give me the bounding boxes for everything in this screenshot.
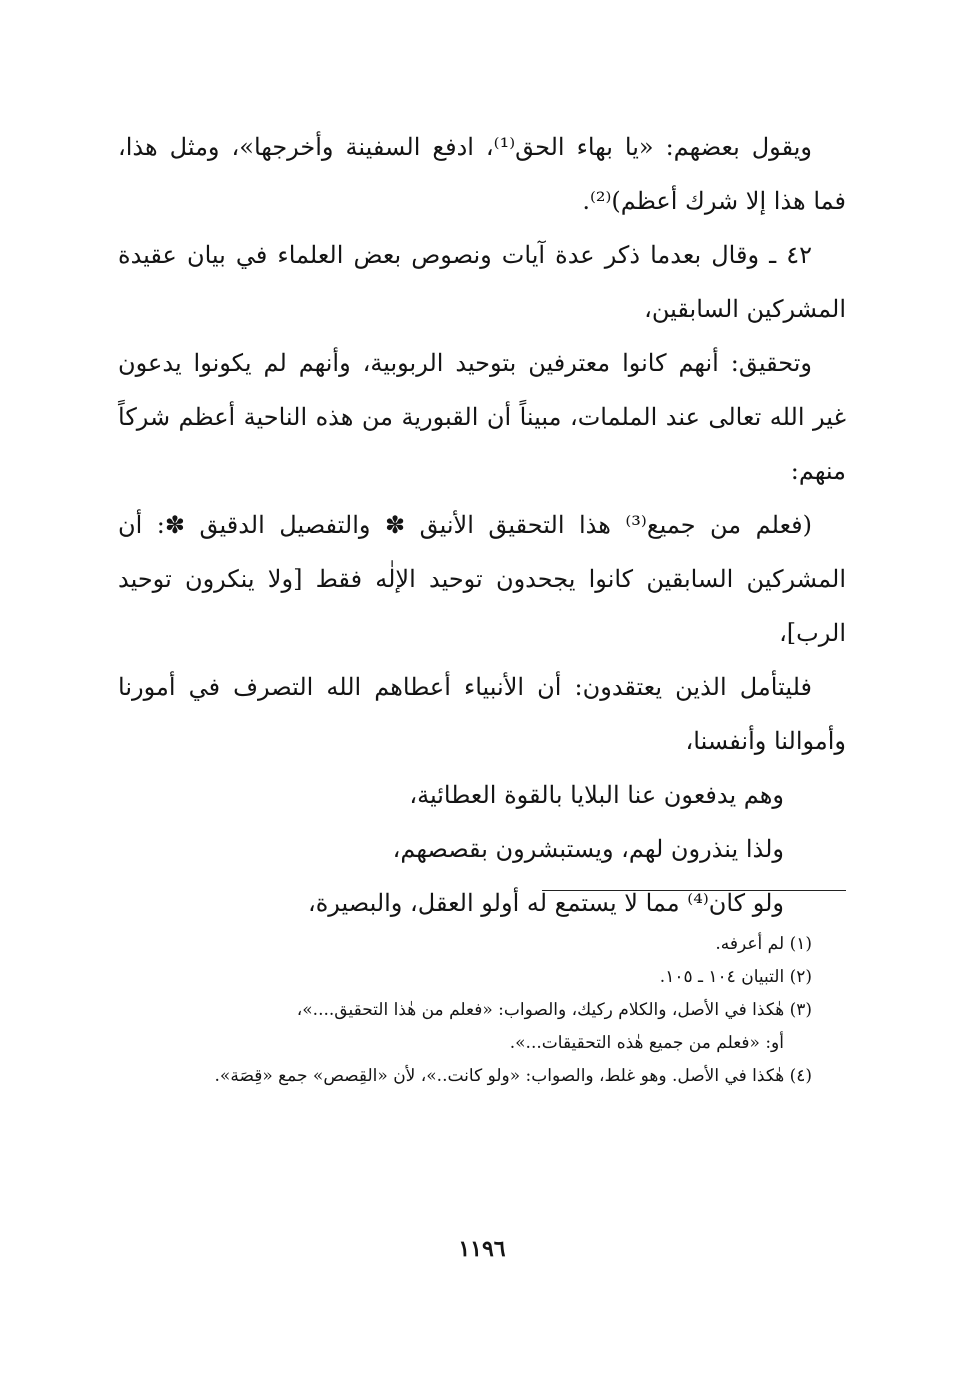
verse-line-2: ولذا ينذرون لهم، ويستبشرون بقصصهم،: [392, 835, 784, 863]
paragraph-5: فليتأمل الذين يعتقدون: أن الأنبياء أعطاهم الله التصرف في أمورنا وأموالنا وأنفسنا،: [118, 673, 846, 755]
verse-line-3: ولو كان⁽⁴⁾ مما لا يستمع له أولو العقل، والبصيرة،: [307, 889, 784, 917]
main-text: [118, 120, 846, 930]
footnote-4: (٤) هٰكذا في الأصل. وهو غلط، والصواب: «ولو كانت..»، لأن «القِصص» جمع «قِصَة».: [214, 1066, 812, 1086]
footnote-1: (١) لم أعرفه.: [715, 934, 812, 954]
footnote-2: (٢) التبيان ١٠٤ ـ ١٠٥.: [659, 967, 812, 987]
verse-line-1: وهم يدفعون عنا البلايا بالقوة العطائية،: [409, 781, 784, 809]
footnote-3-continuation: أو: «فعلم من جميع هٰذه التحقيقات...».: [509, 1033, 784, 1053]
footnote-divider: [542, 890, 846, 891]
paragraph-3: وتحقيق: أنهم كانوا معترفين بتوحيد الربوبية، وأنهم لم يكونوا يدعون غير الله تعالى عند الملمات، مبيناً أن القبورية من هذه الناحية أعظم شركاً منهم:: [118, 349, 846, 485]
footnote-3: (٣) هٰكذا في الأصل، والكلام ركيك، والصواب: «فعلم من هٰذا التحقيق....»،: [296, 1000, 812, 1020]
paragraph-1: ويقول بعضهم: «يا بهاء الحق⁽¹⁾، ادفع السفينة وأخرجها»، ومثل هذا، فما هذا إلا شرك أعظم)⁽²⁾.: [118, 133, 846, 215]
paragraph-2: ٤٢ ـ وقال بعدما ذكر عدة آيات ونصوص بعض العلماء في بيان عقيدة المشركين السابقين،: [118, 241, 846, 323]
paragraph-4: (فعلم من جميع⁽³⁾ هذا التحقيق الأنيق ✽ والتفصيل الدقيق ✽: أن المشركين السابقين كانوا يجحدون توحيد الإلٰه فقط [ولا ينكرون توحيد الرب]،: [118, 511, 846, 647]
page-number: ١١٩٦: [458, 1236, 506, 1262]
footnotes: [118, 928, 846, 1093]
